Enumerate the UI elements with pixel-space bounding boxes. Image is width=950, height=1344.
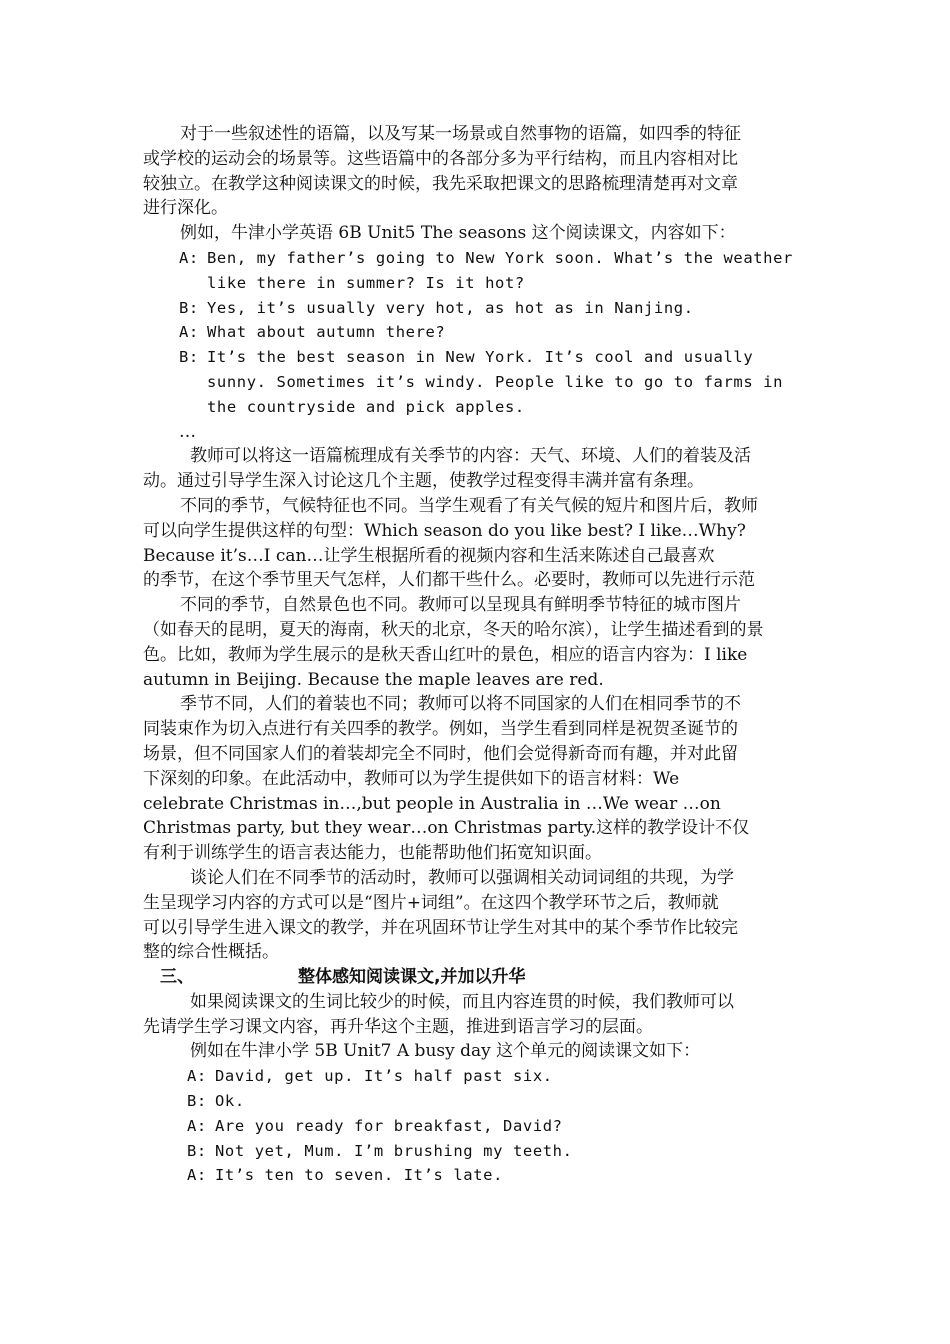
dialog-line (143, 1139, 811, 1164)
text-line: 下深刻的印象。在此活动中，教师可以为学生提供如下的语言材料：We (143, 768, 680, 789)
paragraph-text-structure (143, 122, 811, 221)
dialog-line: the countryside and pick apples. (207, 397, 525, 416)
document-page (143, 122, 811, 1188)
dialog-speaker: A: (179, 323, 199, 342)
paragraph-scenery (143, 593, 811, 692)
text-line: （如春天的昆明，夏天的海南，秋天的北京，冬天的哈尔滨），让学生描述看到的景 (143, 619, 764, 640)
text-line: 进行深化。 (143, 198, 228, 219)
dialog-speaker: A: (187, 1116, 207, 1135)
dialog-speaker: B: (179, 348, 199, 367)
paragraph-summary (143, 444, 811, 494)
text-line: 对于一些叙述性的语篇，以及写某一场景或自然事物的语篇，如四季的特征 (180, 124, 741, 144)
dialog-line: like there in summer? Is it hot? (207, 273, 525, 292)
dialog-speaker: A: (187, 1067, 207, 1086)
text-line: 季节不同，人们的着装也不同；教师可以将不同国家的人们在相同季节的不 (180, 694, 741, 715)
dialog-busy-day (143, 1064, 811, 1188)
text-line: Christmas party, but they wear…on Christmas party.这样的教学设计不仅 (143, 818, 750, 839)
section-heading (143, 965, 811, 990)
dialog-speaker: A: (187, 1166, 207, 1185)
text-line: 较独立。在教学这种阅读课文的时候，我先采取把课文的思路梳理清楚再对文章 (143, 173, 738, 194)
dialog-seasons (143, 246, 811, 444)
dialog-speaker: B: (179, 298, 199, 317)
dialog-text: Ok. (215, 1092, 245, 1111)
dialog-text: Ben, my father’s going to New York soon. What’s the weather (207, 248, 793, 267)
dialog-line (143, 1114, 811, 1139)
example-intro-seasons: 例如，牛津小学英语 6B Unit5 The seasons 这个阅读课文，内容如下： (180, 223, 736, 244)
section-title: 整体感知阅读课文,并加以升华 (298, 967, 526, 988)
text-line: 色。比如，教师为学生展示的是秋天香山红叶的景色，相应的语言内容为：I like (143, 644, 748, 665)
text-line: 可以引导学生进入课文的教学，并在巩固环节让学生对其中的某个季节作比较完 (143, 917, 738, 938)
text-line: 生呈现学习内容的方式可以是“图片+词组”。在这四个教学环节之后，教师就 (143, 892, 719, 913)
text-line: 或学校的运动会的场景等。这些语篇中的各部分多为平行结构，而且内容相对比 (143, 148, 738, 169)
text-line: 先请学生学习课文内容，再升华这个主题，推进到语言学习的层面。 (143, 1016, 653, 1037)
text-line: Because it’s…I can…让学生根据所看的视频内容和生活来陈述自己最喜欢 (143, 545, 715, 566)
dialog-text: Are you ready for breakfast, David? (215, 1116, 563, 1135)
text-line: 教师可以将这一语篇梳理成有关季节的内容：天气、环境、人们的着装及活 (190, 446, 751, 467)
dialog-speaker: A: (179, 248, 199, 267)
paragraph-overall (143, 990, 811, 1040)
text-line: 有利于训练学生的语言表达能力，也能帮助他们拓宽知识面。 (143, 843, 602, 864)
dialog-speaker: B: (187, 1141, 207, 1160)
text-line: autumn in Beijing. Because the maple leaves are red. (143, 669, 604, 690)
text-line: celebrate Christmas in…,but people in Australia in …We wear …on (143, 793, 721, 814)
text-line: 的季节，在这个季节里天气怎样，人们都干些什么。必要时，教师可以先进行示范 (143, 570, 755, 591)
dialog-text: It’s the best season in New York. It’s cool and usually (207, 348, 754, 367)
example-intro-busy-day: 例如在牛津小学 5B Unit7 A busy day 这个单元的阅读课文如下： (190, 1041, 701, 1062)
dialog-speaker: B: (187, 1092, 207, 1111)
dialog-line (143, 320, 811, 345)
dialog-line (143, 296, 811, 321)
dialog-line (143, 345, 811, 370)
dialog-line (143, 1163, 811, 1188)
dialog-text: David, get up. It’s half past six. (215, 1067, 553, 1086)
text-line: 同装束作为切入点进行有关四季的教学。例如，当学生看到同样是祝贺圣诞节的 (143, 719, 738, 740)
dialog-text: What about autumn there? (207, 323, 446, 342)
text-line: 不同的季节，自然景色也不同。教师可以呈现具有鲜明季节特征的城市图片 (180, 595, 741, 616)
paragraph-activities (143, 866, 811, 965)
text-line: 谈论人们在不同季节的活动时，教师可以强调相关动词词组的共现，为学 (190, 867, 734, 888)
dialog-line: sunny. Sometimes it’s windy. People like to go to farms in (207, 372, 784, 391)
paragraph-clothing (143, 692, 811, 866)
paragraph-climate (143, 494, 811, 593)
text-line: 场景，但不同国家人们的着装却完全不同时，他们会觉得新奇而有趣，并对此留 (143, 743, 738, 764)
dialog-line (143, 1064, 811, 1089)
dialog-text: Not yet, Mum. I’m brushing my teeth. (215, 1141, 573, 1160)
text-line: 整的综合性概括。 (143, 942, 279, 963)
dialog-ellipsis: … (179, 421, 196, 442)
text-line: 如果阅读课文的生词比较少的时候，而且内容连贯的时候，我们教师可以 (190, 991, 734, 1012)
text-line: 不同的季节，气候特征也不同。当学生观看了有关气候的短片和图片后，教师 (180, 495, 758, 516)
section-number: 三、 (160, 967, 194, 988)
text-line: 可以向学生提供这样的句型：Which season do you like best? I like…Why? (143, 520, 746, 541)
text-line: 动。通过引导学生深入讨论这几个主题，使教学过程变得丰满并富有条理。 (143, 471, 704, 492)
dialog-text: Yes, it’s usually very hot, as hot as in Nanjing. (207, 298, 694, 317)
dialog-line (143, 246, 811, 271)
dialog-line (143, 1089, 811, 1114)
dialog-text: It’s ten to seven. It’s late. (215, 1166, 504, 1185)
